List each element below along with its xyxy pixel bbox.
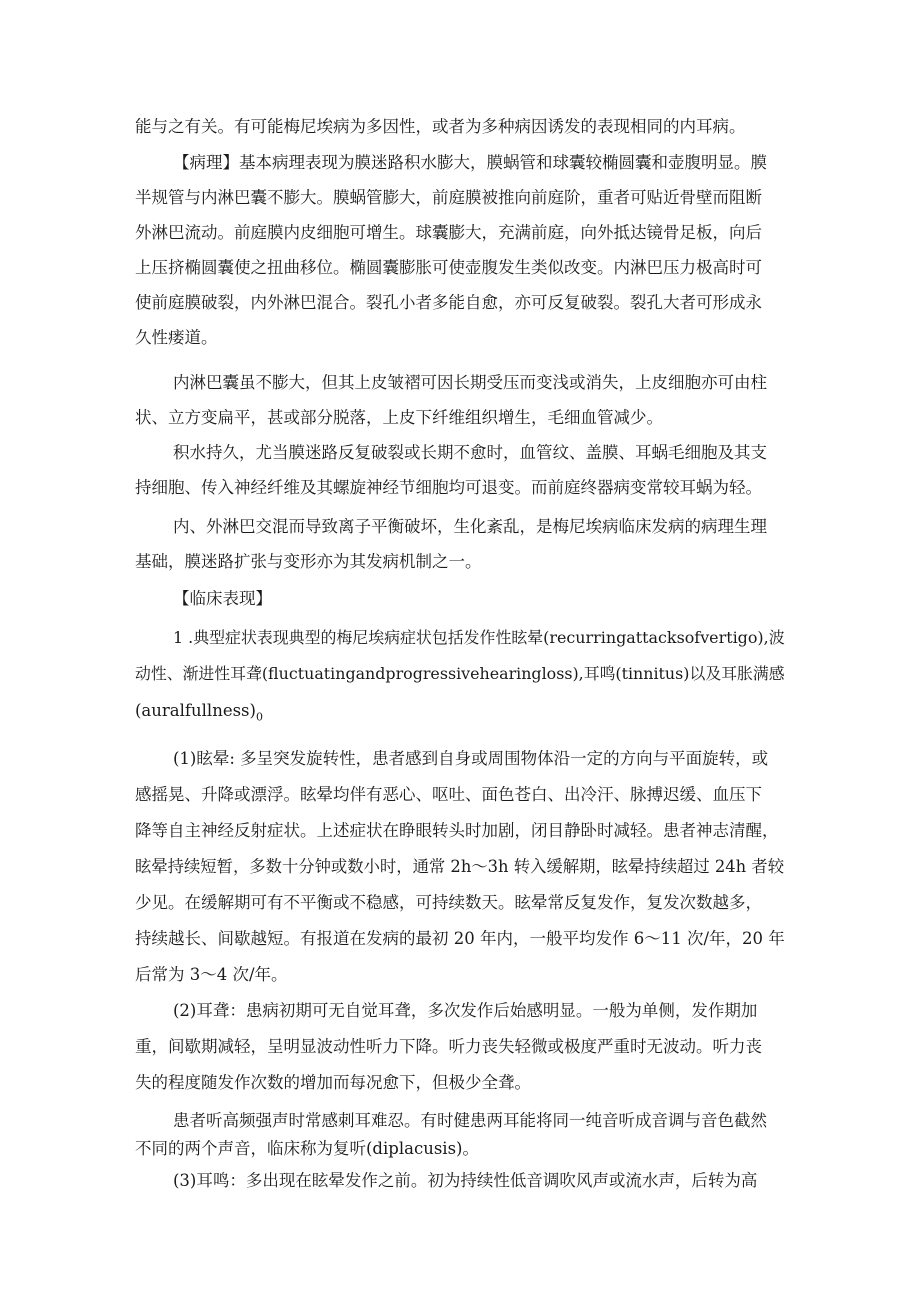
deafness-line: (2)耳聋：患病初期可无自觉耳聋，多次发作后始感明显。一般为单侧，发作期加	[173, 1001, 758, 1020]
vertigo-line: (1)眩晕: 多呈突发旋转性，患者感到自身或周围物体沿一定的方向与平面旋转，或	[173, 749, 769, 768]
pathology-line: 久性瘘道。	[135, 328, 218, 347]
typical-symptoms-text: (auralfullness)	[135, 701, 256, 720]
deafness-line: 重，间歇期减轻，呈明显波动性听力下降。听力丧失轻微或极度严重时无波动。听力丧	[135, 1037, 762, 1056]
mechanism-line: 基础，膜迷路扩张与变形亦为其发病机制之一。	[135, 552, 482, 571]
tinnitus-line: (3)耳鸣：多出现在眩晕发作之前。初为持续性低音调吹风声或流水声，后转为高	[173, 1171, 758, 1190]
diplacusis-line: 不同的两个声音，临床称为复听(diplacusis)。	[135, 1139, 479, 1158]
pathology-line: 使前庭膜破裂，内外淋巴混合。裂孔小者多能自愈，亦可反复破裂。裂孔大者可形成永	[135, 293, 762, 312]
vertigo-line: 眩晕持续短暂，多数十分钟或数小时，通常 2h～3h 转入缓解期，眩晕持续超过 24h 者较	[135, 857, 785, 876]
typical-symptoms-line	[135, 700, 263, 722]
sac-line: 状、立方变扁平，甚或部分脱落，上皮下纤维组织增生，毛细血管减少。	[135, 408, 663, 427]
diplacusis-line: 患者听高频强声时常感刺耳难忍。有时健患两耳能将同一纯音听成音调与音色截然	[173, 1111, 767, 1130]
hydrops-line: 积水持久，尤当膜迷路反复破裂或长期不愈时，血管纹、盖膜、耳蜗毛细胞及其支	[173, 443, 767, 462]
clinical-heading: 【临床表现】	[173, 589, 272, 608]
pathology-line: 外淋巴流动。前庭膜内皮细胞可增生。球囊膨大，充满前庭，向外抵达镜骨足板，向后	[135, 223, 762, 242]
pathology-line: 上压挤椭圆囊使之扭曲移位。椭圆囊膨胀可使壶腹发生类似改变。内淋巴压力极高时可	[135, 258, 762, 277]
typical-symptoms-line: 动性、渐进性耳聋(fluctuatingandprogressivehearingloss),耳鸣(tinnitus)以及耳胀满感	[135, 664, 785, 683]
vertigo-line: 感摇晃、升降或漂浮。眩晕均伴有恶心、呕吐、面色苍白、出冷汗、脉搏迟缓、血压下	[135, 785, 762, 804]
intro-line: 能与之有关。有可能梅尼埃病为多因性，或者为多种病因诱发的表现相同的内耳病。	[135, 117, 746, 136]
pathology-line: 半规管与内淋巴囊不膨大。膜蜗管膨大，前庭膜被推向前庭阶，重者可贴近骨壁而阻断	[135, 188, 762, 207]
typical-symptoms-line: 1 .典型症状表现典型的梅尼埃病症状包括发作性眩晕(recurringattacksofvertigo),波	[173, 628, 785, 647]
deafness-line: 失的程度随发作次数的增加而每况愈下，但极少全聋。	[135, 1073, 531, 1092]
pathology-heading-line: 【病理】基本病理表现为膜迷路积水膨大，膜蜗管和球囊较椭圆囊和壶腹明显。膜	[173, 153, 767, 172]
vertigo-line: 持续越长、间歇越短。有报道在发病的最初 20 年内，一般平均发作 6～11 次/年，20 年	[135, 929, 785, 948]
vertigo-line: 少见。在缓解期可有不平衡或不稳感，可持续数天。眩晕常反复发作，复发次数越多，	[135, 893, 762, 912]
vertigo-line: 降等自主神经反射症状。上述症状在睁眼转头时加剧，闭目静卧时减轻。患者神志清醒，	[135, 821, 779, 840]
typical-symptoms-subscript: 0	[255, 710, 263, 724]
vertigo-line: 后常为 3～4 次/年。	[135, 965, 288, 984]
sac-line: 内淋巴囊虽不膨大，但其上皮皱褶可因长期受压而变浅或消失，上皮细胞亦可由柱	[173, 373, 767, 392]
hydrops-line: 持细胞、传入神经纤维及其螺旋神经节细胞均可退变。而前庭终器病变常较耳蜗为轻。	[135, 478, 762, 497]
mechanism-line: 内、外淋巴交混而导致离子平衡破坏，生化紊乱，是梅尼埃病临床发病的病理生理	[173, 517, 767, 536]
